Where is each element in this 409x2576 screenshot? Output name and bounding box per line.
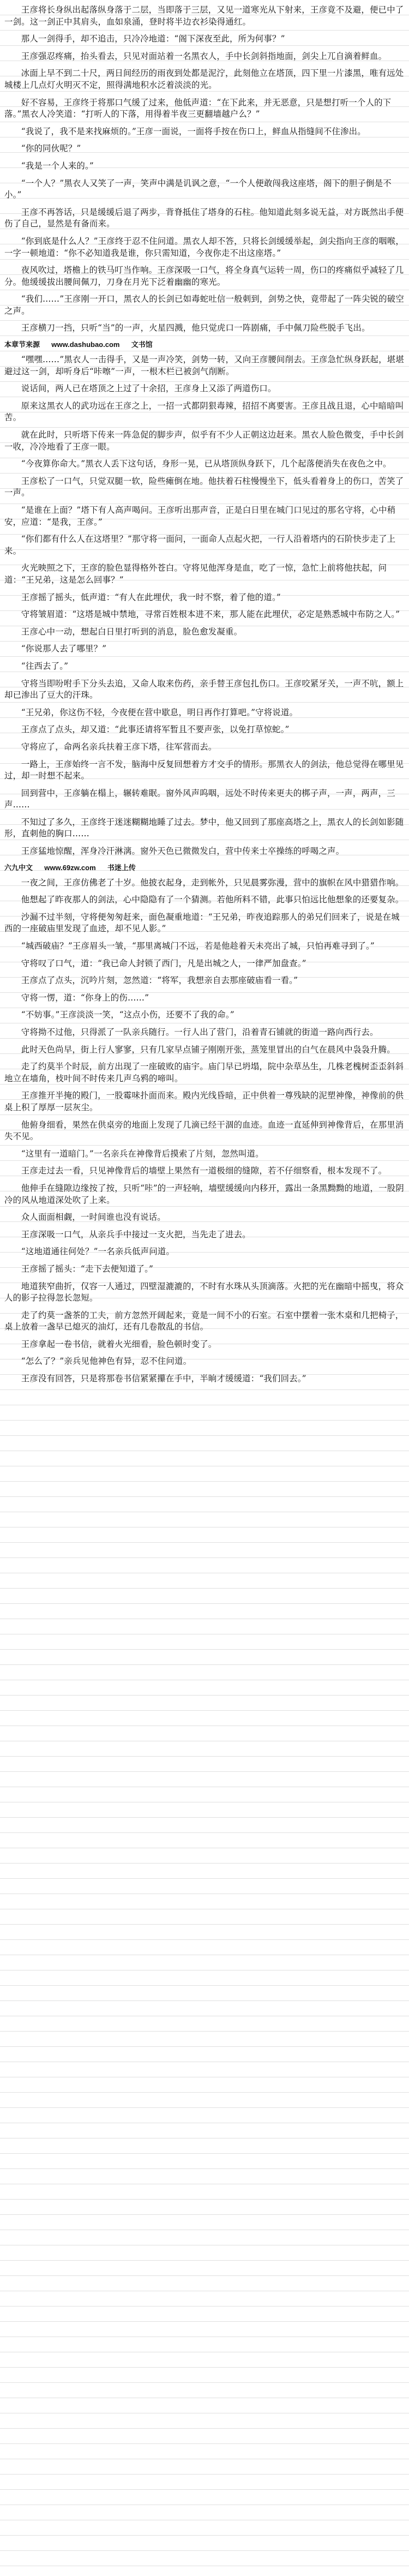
paragraph: 守将当即吩咐手下分头去追，又命人取来伤药，亲手替王彦包扎伤口。王彦咬紧牙关，一声不吭，额上却已渗出了豆大的汗珠。 bbox=[4, 678, 404, 700]
novel-text-content bbox=[4, 4, 405, 1391]
paragraph: “这里有一道暗门。”一名亲兵在神像背后摸索了片刻，忽然叫道。 bbox=[21, 1148, 264, 1159]
paragraph: 王彦摇了摇头：“走下去便知道了。” bbox=[21, 1263, 154, 1274]
paragraph: 原来这黑衣人的武功远在王彦之上，一招一式都阴狠毒辣，招招不离要害。王彦且战且退，心中暗暗叫苦。 bbox=[4, 400, 404, 423]
paragraph: 地道狭窄曲折，仅容一人通过，四壁湿漉漉的，不时有水珠从头顶滴落。火把的光在幽暗中摇曳，将众人的影子拉得忽长忽短。 bbox=[4, 1281, 404, 1303]
paragraph: 一夜之间，王彦仿佛老了十岁。他披衣起身，走到帐外，只见晨雾弥漫，营中的旗帜在风中猎猎作响。 bbox=[21, 877, 404, 888]
paragraph: 王彦强忍疼痛，抬头看去，只见对面站着一名黑衣人，手中长剑斜指地面，剑尖上兀自滴着鲜血。 bbox=[21, 51, 387, 61]
paragraph: 王彦走过去一看，只见神像背后的墙壁上果然有一道极细的缝隙，若不仔细察看，根本发现不了。 bbox=[21, 1166, 387, 1176]
paragraph: 沙漏不过半刻，守将便匆匆赶来，面色凝重地道：“王兄弟，昨夜追踪那人的弟兄们回来了，说是在城西的一座破庙里发现了血迹，却不见人影。” bbox=[4, 912, 400, 934]
paragraph: 那人一剑得手，却不追击，只冷冷地道：“阁下深夜至此，所为何事？” bbox=[21, 34, 285, 44]
paragraph: 回到营中，王彦躺在榻上，辗转难眠。窗外风声呜咽，远处不时传来更夫的梆子声，一声，两声，三声…… bbox=[4, 788, 395, 810]
paragraph: “嘿嘿……”黑衣人一击得手，又是一声冷笑，剑势一转，又向王彦腰间削去。王彦急忙纵身跃起，堪堪避过这一剑，却听身后“咔嚓”一声，一根木栏已被剑气削断。 bbox=[4, 355, 404, 376]
paragraph: 守将一愣，道：“你身上的伤……” bbox=[21, 992, 149, 1003]
source-banner-2 bbox=[4, 863, 405, 873]
paragraph: 火光映照之下，王彦的脸色显得格外苍白。守将见他浑身是血，吃了一惊，急忙上前将他扶起，问道：“王兄弟，这是怎么回事？” bbox=[4, 563, 387, 585]
source-banner-2-site-domain[interactable]: www.69zw.com bbox=[44, 863, 96, 872]
text-block-c bbox=[4, 877, 405, 1241]
paragraph: “你们都有什么人在这塔里？”那守将一面问，一面命人点起火把，一行人沿着塔内的石阶快步走了上来。 bbox=[4, 534, 396, 556]
paragraph: 守将叹了口气，道：“我已命人封锁了西门，凡是出城之人，一律严加盘查。” bbox=[21, 958, 306, 968]
paragraph: “不妨事。”王彦淡淡一笑，“这点小伤，还要不了我的命。” bbox=[21, 1010, 234, 1020]
paragraph: 守将拗不过他，只得派了一队亲兵随行。一行人出了营门，沿着青石铺就的街道一路向西行去。 bbox=[21, 1027, 378, 1037]
source-banner-2-site-name: 六九中文 bbox=[4, 863, 33, 872]
paragraph: “我说了，我不是来找麻烦的。”王彦一面说，一面将手按在伤口上，鲜血从指缝间不住渗出。 bbox=[21, 126, 366, 136]
paragraph: “一个人？”黑衣人又笑了一声，笑声中满是讥讽之意，“一个人便敢闯我这座塔，阁下的胆子倒是不小。” bbox=[4, 178, 392, 200]
paragraph: 王彦点了点头，沉吟片刻，忽然道：“将军，我想亲自去那座破庙看一看。” bbox=[21, 975, 298, 986]
paragraph: 守将皱眉道：“这塔是城中禁地，寻常百姓根本进不来，那人能在此埋伏，必定是熟悉城中布防之人。” bbox=[21, 609, 400, 620]
paragraph: 王彦横刀一挡，只听“当”的一声，火星四溅，他只觉虎口一阵剧痛，手中佩刀险些脱手飞出。 bbox=[21, 323, 370, 333]
paragraph: 冰面上早不到二十尺，两日间经历的雨夜到处都是泥泞，此刻他立在塔顶，四下里一片漆黑，唯有远处城楼上几点灯火明灭不定，照得满地积水泛着淡淡的光。 bbox=[4, 68, 404, 90]
paragraph: 王彦将长身纵出起落纵身落于二层，当即落于三层，又见一道寒光从下射来，王彦竟不及避，便已中了一剑。这一剑正中其肩头，血如泉涌，登时将半边衣衫染得通红。 bbox=[4, 5, 404, 27]
paragraph: 夜风吹过，塔檐上的铁马叮当作响。王彦深吸一口气，将全身真气运转一周，伤口的疼痛似乎减轻了几分。他缓缓拔出腰间佩刀，刀身在月光下泛着幽幽的寒光。 bbox=[4, 265, 404, 287]
paragraph: “今夜算你命大。”黑衣人丢下这句话，身形一晃，已从塔顶纵身跃下，几个起落便消失在夜色之中。 bbox=[21, 459, 392, 469]
paragraph: 王彦推开半掩的殿门，一股霉味扑面而来。殿内光线昏暗，正中供着一尊残缺的泥塑神像，神像前的供桌上积了厚厚一层灰尘。 bbox=[4, 1091, 404, 1112]
source-banner-site-name: 本章节来源 bbox=[4, 340, 40, 349]
text-block-a bbox=[4, 4, 405, 334]
paragraph: 王彦猛地惊醒，浑身冷汗淋漓。窗外天色已微微发白，营中传来士卒操练的呼喝之声。 bbox=[21, 846, 345, 856]
paragraph: 走了约莫半个时辰，前方出现了一座破败的庙宇。庙门早已坍塌，院中杂草丛生，几株老槐树歪歪斜斜地立在墙角，枝叶间不时传来几声乌鸦的啼叫。 bbox=[4, 1062, 404, 1083]
paragraph: 走了约莫一盏茶的工夫，前方忽然开阔起来，竟是一间不小的石室。石室中摆着一张木桌和几把椅子，桌上放着一盏早已熄灭的油灯，还有几卷散乱的书信。 bbox=[4, 1310, 404, 1332]
paragraph: “怎么了？”亲兵见他神色有异，忍不住问道。 bbox=[21, 1356, 192, 1367]
paragraph: 他想起了昨夜那人的剑法，心中隐隐有了一个猜测。若他所料不错，此事只怕远比他想象的还要复杂。 bbox=[21, 895, 404, 905]
source-banner-2-site-tag: 书迷上传 bbox=[107, 863, 136, 872]
paragraph: 王彦松了一口气，只觉双腿一软，险些瘫倒在地。他扶着石柱慢慢坐下，低头看着身上的伤口，苦笑了一声。 bbox=[4, 476, 404, 498]
paragraph: 守将应了，命两名亲兵扶着王彦下塔，往军营而去。 bbox=[21, 741, 217, 752]
text-block-b bbox=[4, 354, 405, 858]
paragraph: 此时天色尚早，街上行人寥寥，只有几家早点铺子刚刚开张，蒸笼里冒出的白气在晨风中袅袅升腾。 bbox=[21, 1044, 395, 1055]
paragraph: “往西去了。” bbox=[21, 661, 69, 671]
paragraph: “你到底是什么人？”王彦终于忍不住问道。黑衣人却不答，只将长剑缓缓举起，剑尖指向王彦的咽喉，一字一顿地道：“你不必知道我是谁，你只需知道，今夜你走不出这座塔。” bbox=[4, 236, 404, 258]
paragraph: 一路上，王彦始终一言不发，脑海中反复回想着方才交手的情形。那黑衣人的剑法，他总觉得在哪里见过，却一时想不起来。 bbox=[4, 759, 404, 781]
paragraph: 王彦深吸一口气，从亲兵手中接过一支火把，当先走了进去。 bbox=[21, 1229, 251, 1239]
paragraph: 王彦没有回答，只是将那卷书信紧紧攥在手中，半晌才缓缓道：“我们回去。” bbox=[21, 1374, 306, 1384]
source-banner-site-tag: 文书馆 bbox=[131, 340, 153, 349]
paragraph: 好不容易，王彦终于将那口气缓了过来，他低声道：“在下此来，并无恶意，只是想打听一个人的下落。”黑衣人冷笑道：“打听人的下落，用得着半夜三更翻墙越户么？” bbox=[4, 97, 392, 119]
paragraph: “这地道通往何处？”一名亲兵低声问道。 bbox=[21, 1247, 175, 1257]
paragraph: 王彦点了点头，却又道：“此事还请将军暂且不要声张，以免打草惊蛇。” bbox=[21, 724, 290, 735]
paragraph: 王彦拿起一卷书信，就着火光细看，脸色顿时变了。 bbox=[21, 1339, 217, 1349]
paragraph: 不知过了多久，王彦终于迷迷糊糊地睡了过去。梦中，他又回到了那座高塔之上，黑衣人的长剑如影随形，直刺他的胸口…… bbox=[4, 817, 404, 839]
paragraph: “王兄弟，你这伤不轻，今夜便在营中歇息，明日再作打算吧。”守将说道。 bbox=[21, 707, 298, 717]
paragraph: “城西破庙？”王彦眉头一皱，“那里离城门不远，若是他趁着天未亮出了城，只怕再难寻到了。” bbox=[21, 941, 375, 951]
paragraph: “你的同伙呢？” bbox=[21, 143, 81, 154]
paragraph: “你说那人去了哪里？” bbox=[21, 644, 107, 654]
paragraph: 他伸手在缝隙边缘按了按，只听“咔”的一声轻响，墙壁缓缓向内移开，露出一条黑黝黝的地道，一股阴冷的风从地道深处吹了上来。 bbox=[4, 1183, 404, 1205]
paragraph: 王彦心中一动，想起白日里打听到的消息，脸色愈发凝重。 bbox=[21, 626, 243, 637]
source-banner-site-domain[interactable]: www.dashubao.com bbox=[51, 340, 120, 349]
paragraph: 他俯身细看，果然在供桌旁的地面上发现了几滴已经干涸的血迹。血迹一直延伸到神像背后，在那里消失不见。 bbox=[4, 1119, 404, 1142]
paragraph: “我是一个人来的。” bbox=[21, 160, 94, 171]
paragraph: 王彦摇了摇头，低声道：“有人在此埋伏，我一时不察，着了他的道。” bbox=[21, 592, 281, 602]
paragraph: 众人面面相觑，一时间谁也没有说话。 bbox=[21, 1212, 166, 1223]
text-block-d bbox=[4, 1246, 405, 1385]
paragraph: 就在此时，只听塔下传来一阵急促的脚步声，似乎有不少人正朝这边赶来。黑衣人脸色微变，手中长剑一收，冷冷地看了王彦一眼。 bbox=[4, 430, 404, 452]
paragraph: “是谁在上面？”塔下有人高声喝问。王彦听出那声音，正是白日里在城门口见过的那名守将，心中稍安，应道：“是我，王彦。” bbox=[4, 505, 396, 527]
paragraph: “我们……”王彦刚一开口，黑衣人的长剑已如毒蛇吐信一般刺到，剑势之快，竟带起了一阵尖锐的破空之声。 bbox=[4, 294, 404, 316]
paragraph: 说话间，两人已在塔顶之上过了十余招，王彦身上又添了两道伤口。 bbox=[21, 384, 276, 394]
source-banner bbox=[4, 340, 405, 350]
paragraph: 王彦不再答话，只是缓缓后退了两步，背脊抵住了塔身的石柱。他知道此刻多说无益，对方既然出手便伤了自己，显然是有备而来。 bbox=[4, 207, 404, 229]
